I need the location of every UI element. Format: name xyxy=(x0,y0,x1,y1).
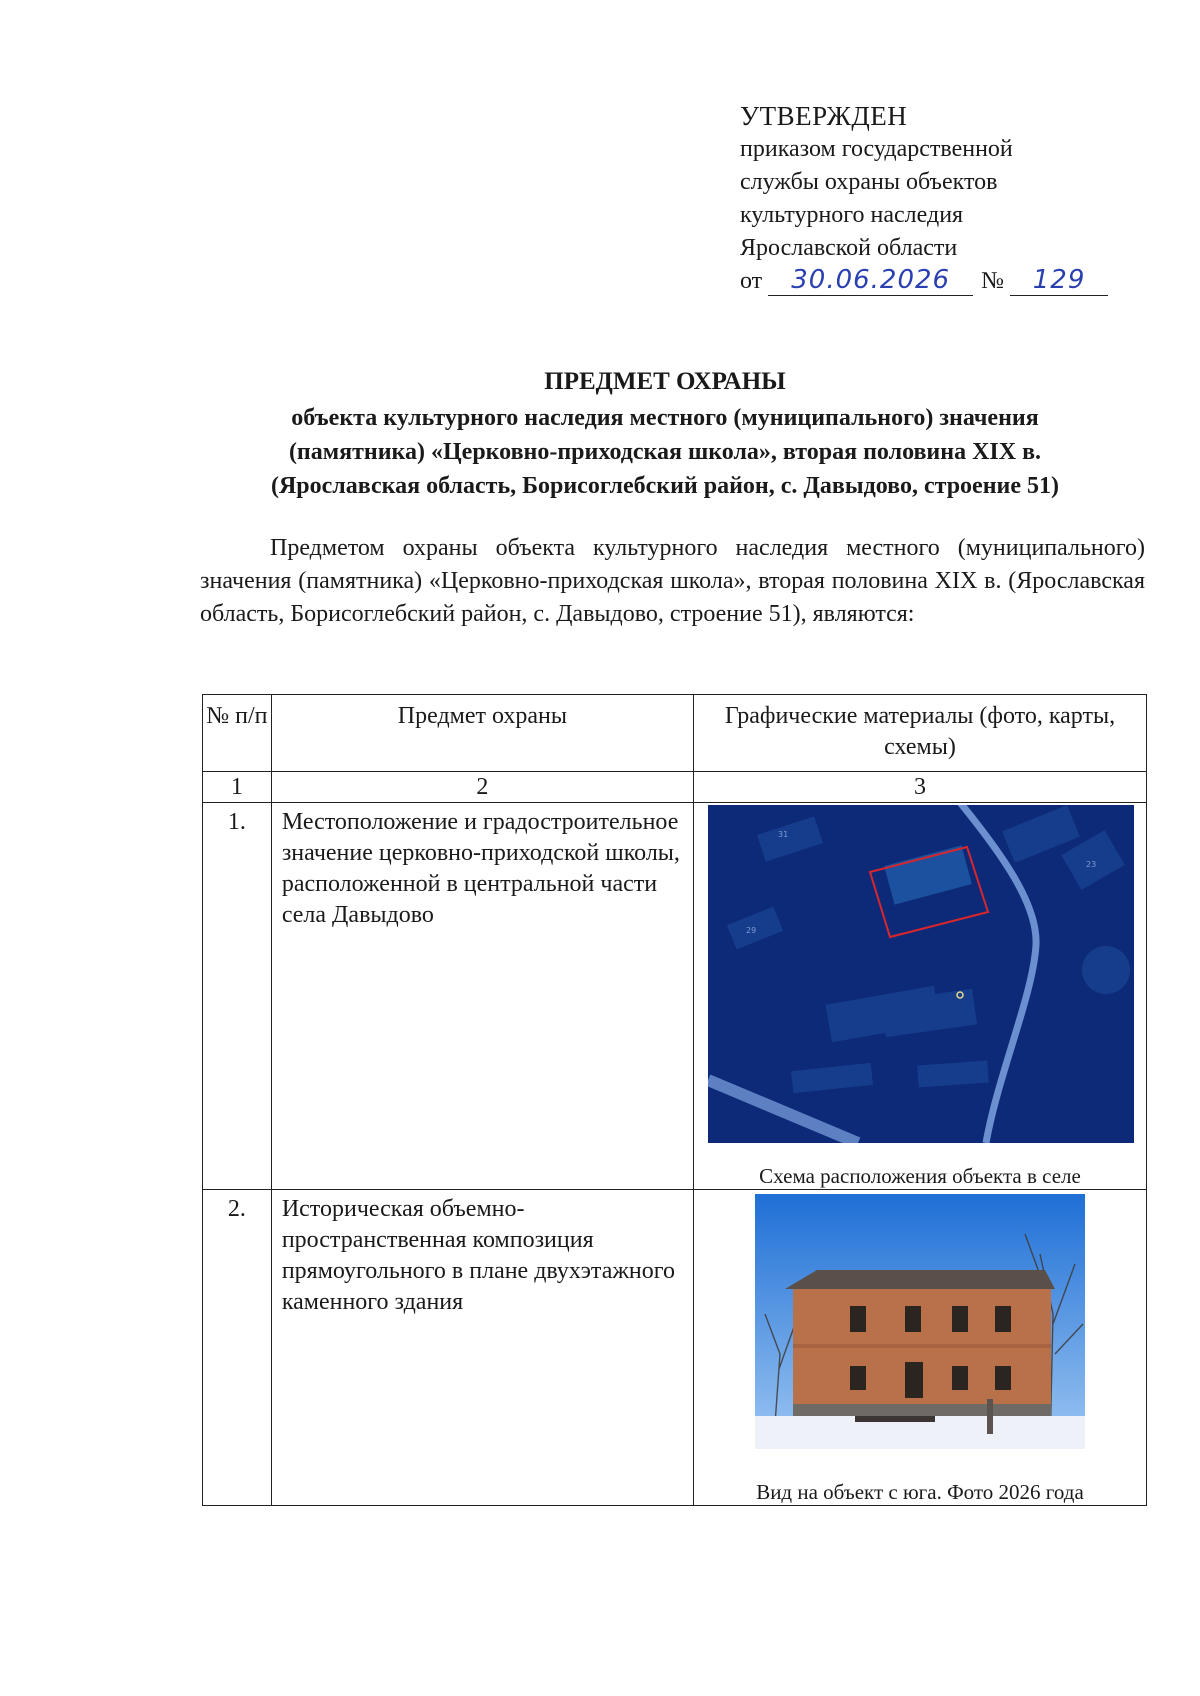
row-subject: Историческая объемно-пространственная композиция прямоугольного в плане двухэтажного каменного здания xyxy=(281,1196,676,1315)
column-number-row xyxy=(203,772,1147,803)
document-title xyxy=(200,365,1130,503)
row-subject-cell xyxy=(271,1190,693,1506)
approval-stamp xyxy=(740,100,1140,298)
title-line: (Ярославская область, Борисоглебский район, с. Давыдово, строение 51) xyxy=(270,473,1059,499)
order-date: 30.06.2026 xyxy=(768,265,973,296)
approval-line: Ярославской области xyxy=(740,235,958,261)
from-label: от xyxy=(740,268,763,294)
title-line: (памятника) «Церковно-приходская школа», вторая половина XIX в. xyxy=(288,439,1042,465)
row-subject: Местоположение и градостроительное значение церковно-приходской школы, расположенной в центральной части села Давыдово xyxy=(281,809,680,928)
approval-line: приказом государственной xyxy=(740,136,1013,162)
table-header-row xyxy=(203,695,1147,772)
title-main: ПРЕДМЕТ ОХРАНЫ xyxy=(544,368,786,395)
map-label: 31 xyxy=(777,830,789,839)
row-number: 2. xyxy=(227,1196,246,1222)
photo-caption: Вид на объект с юга. Фото 2026 года xyxy=(756,1480,1084,1504)
order-number: 129 xyxy=(1010,265,1108,296)
header-graphics: Графические материалы (фото, карты, схемы) xyxy=(693,695,1146,772)
row-graphics-cell xyxy=(693,803,1146,1190)
protection-table xyxy=(202,694,1147,1506)
map-label: 23 xyxy=(1085,860,1097,869)
column-number: 3 xyxy=(693,772,1146,803)
building-photo xyxy=(755,1194,1085,1449)
approval-line: культурного наследия xyxy=(740,202,964,228)
header-number: № п/п xyxy=(203,695,272,772)
location-map xyxy=(708,805,1134,1143)
row-number-cell xyxy=(203,1190,272,1506)
table-row xyxy=(203,1190,1147,1506)
map-caption: Схема расположения объекта в селе xyxy=(759,1164,1081,1188)
approval-date-line xyxy=(740,265,1140,298)
intro-paragraph: Предметом охраны объекта культурного наследия местного (муниципального) значения (памятника) «Церковно-приходская школа», вторая половина XIX в. (Ярославская область, Борисоглебский район, с. Давыдово, строение 51), являются: xyxy=(200,535,1145,627)
number-label: № xyxy=(981,268,1005,294)
title-line: объекта культурного наследия местного (муниципального) значения xyxy=(291,405,1039,431)
approval-heading: УТВЕРЖДЕН xyxy=(740,101,908,131)
map-label: 29 xyxy=(745,926,757,935)
row-graphics-cell xyxy=(693,1190,1146,1506)
row-number: 1. xyxy=(227,809,246,835)
column-number: 2 xyxy=(271,772,693,803)
row-subject-cell xyxy=(271,803,693,1190)
approval-line: службы охраны объектов xyxy=(740,169,998,195)
row-number-cell xyxy=(203,803,272,1190)
table-row xyxy=(203,803,1147,1190)
header-subject: Предмет охраны xyxy=(271,695,693,772)
column-number: 1 xyxy=(203,772,272,803)
